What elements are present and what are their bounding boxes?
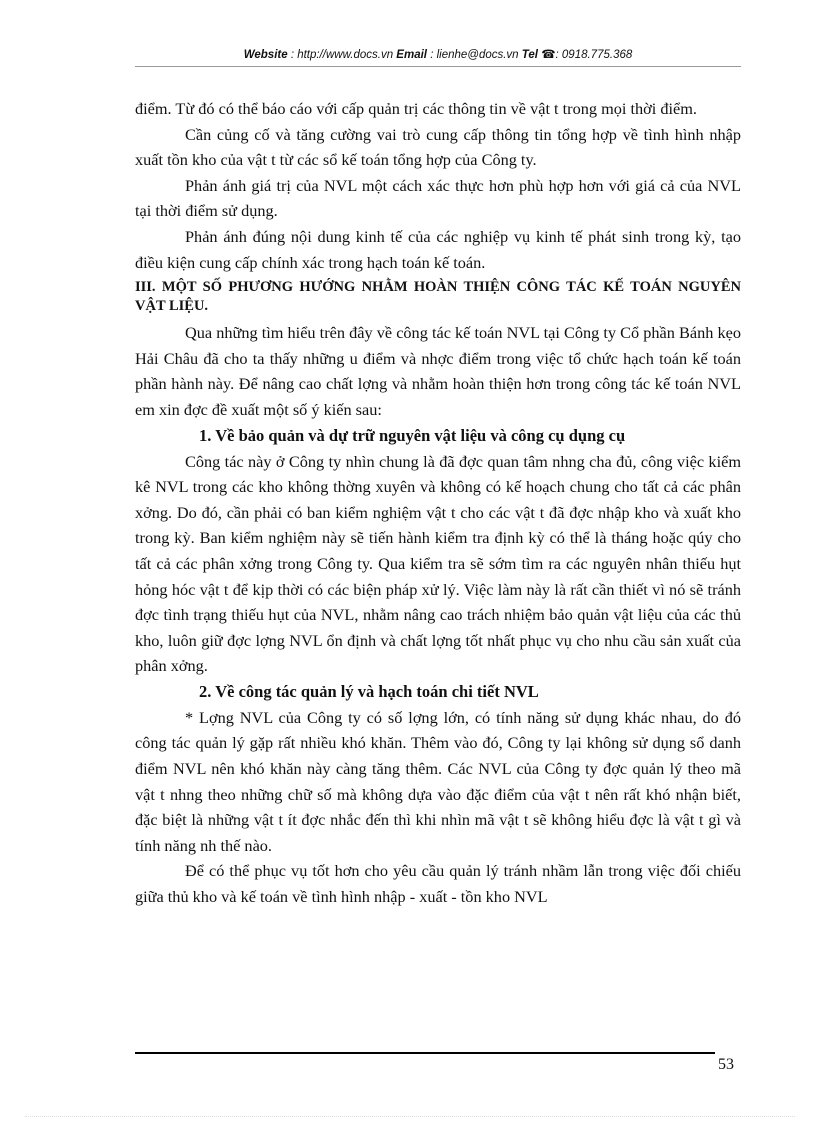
paragraph: Cần củng cố và tăng cường vai trò cung cấp thông tin tổng hợp về tình hình nhập xuất tồn kho của vật t từ các sổ kế toán tổng hợp của Công ty.: [135, 124, 741, 170]
subsection-heading-1: 1. Về bảo quản và dự trữ nguyên vật liệu và công cụ dụng cụ: [199, 425, 626, 445]
page-header: [135, 47, 741, 61]
website-value: : http://www.docs.vn: [290, 49, 394, 61]
page-number: 53: [718, 1056, 734, 1073]
subsection-1-text: Công tác này ở Công ty nhìn chung là đã đợc quan tâm nhng cha đủ, công việc kiểm kê NVL trong các kho không thờng xuyên và không có kế hoạch chung cho tất cả các phân xởng. Do đó, cần phải có ban kiểm nghiệm vật t cho các vật t đã đợc nhập kho và xuất kho trong kỳ. Ban kiểm nghiệm này sẽ tiến hành kiểm tra định kỳ có thể là tháng hoặc qúy cho tất cả các phân xởng trong Công ty. Qua kiểm tra sẽ sớm tìm ra các nguyên nhân thiếu hụt hỏng hóc vật t để kịp thời có các biện pháp xử lý. Việc làm này là rất cần thiết vì nó sẽ tránh đợc tình trạng thiếu hụt của NVL, nhằm nâng cao trách nhiệm bảo quản vật liệu của các thủ kho, luôn giữ đợc lợng NVL ổn định và chất lợng tốt nhất phục vụ cho nhu cầu sản xuất của phân xởng.: [135, 451, 741, 676]
tel-value: ☎: 0918.775.368: [541, 49, 633, 61]
paragraph: điểm. Từ đó có thể báo cáo với cấp quản trị các thông tin về vật t trong mọi thời điểm.: [135, 99, 697, 118]
email-value: : lienhe@docs.vn: [430, 49, 519, 61]
footer-divider: [135, 1052, 715, 1054]
subsection-2-text-1: * Lợng NVL của Công ty có số lợng lớn, có tính năng sử dụng khác nhau, do đó công tác quản lý gặp rất nhiều khó khăn. Thêm vào đó, Công ty lại không sử dụng sổ danh điểm NVL nên khó khăn này càng tăng thêm. Các NVL của Công ty đợc quản lý theo mã vật t nhng theo những chữ số mà không dựa vào đặc điểm của vật t nên rất khó nhận biết, đặc biệt là những vật t ít đợc nhắc đến thì khi nhìn mã vật t sẽ không hiểu đợc là vật t gì và tính năng nh thế nào.: [135, 707, 741, 855]
subsection-2-text-2: Để có thể phục vụ tốt hơn cho yêu cầu quản lý tránh nhầm lẫn trong việc đối chiếu giữa thủ kho và kế toán về tình hình nhập - xuất - tồn kho NVL: [135, 861, 741, 907]
subsection-heading-2: 2. Về công tác quản lý và hạch toán chi tiết NVL: [199, 681, 539, 701]
email-label: Email: [396, 49, 427, 61]
paragraph: Phản ánh đúng nội dung kinh tế của các nghiệp vụ kinh tế phát sinh trong kỳ, tạo điều kiện cung cấp chính xác trong hạch toán kế toán.: [135, 226, 741, 272]
page-body: [135, 96, 741, 910]
tel-label: Tel: [521, 49, 538, 61]
paragraph: Phản ánh giá trị của NVL một cách xác thực hơn phù hợp hơn với giá cả của NVL tại thời điểm sử dụng.: [135, 175, 741, 221]
header-divider: [135, 66, 741, 67]
section-heading: III. MỘT SỐ PHƯƠNG HƯỚNG NHẰM HOÀN THIỆN CÔNG TÁC KẾ TOÁN NGUYÊN VẬT LIỆU.: [135, 279, 741, 315]
website-label: Website: [243, 49, 288, 61]
intro-paragraph: Qua những tìm hiểu trên đây về công tác kế toán NVL tại Công ty Cổ phần Bánh kẹo Hải Châu đã cho ta thấy những u điểm và nhợc điểm trong việc tổ chức hạch toán kế toán phần hành này. Để nâng cao chất lợng và nhằm hoàn thiện hơn trong công tác kế toán NVL em xin đợc đề xuất một số ý kiến sau:: [135, 323, 741, 419]
bottom-dotted-border: [25, 1116, 795, 1117]
